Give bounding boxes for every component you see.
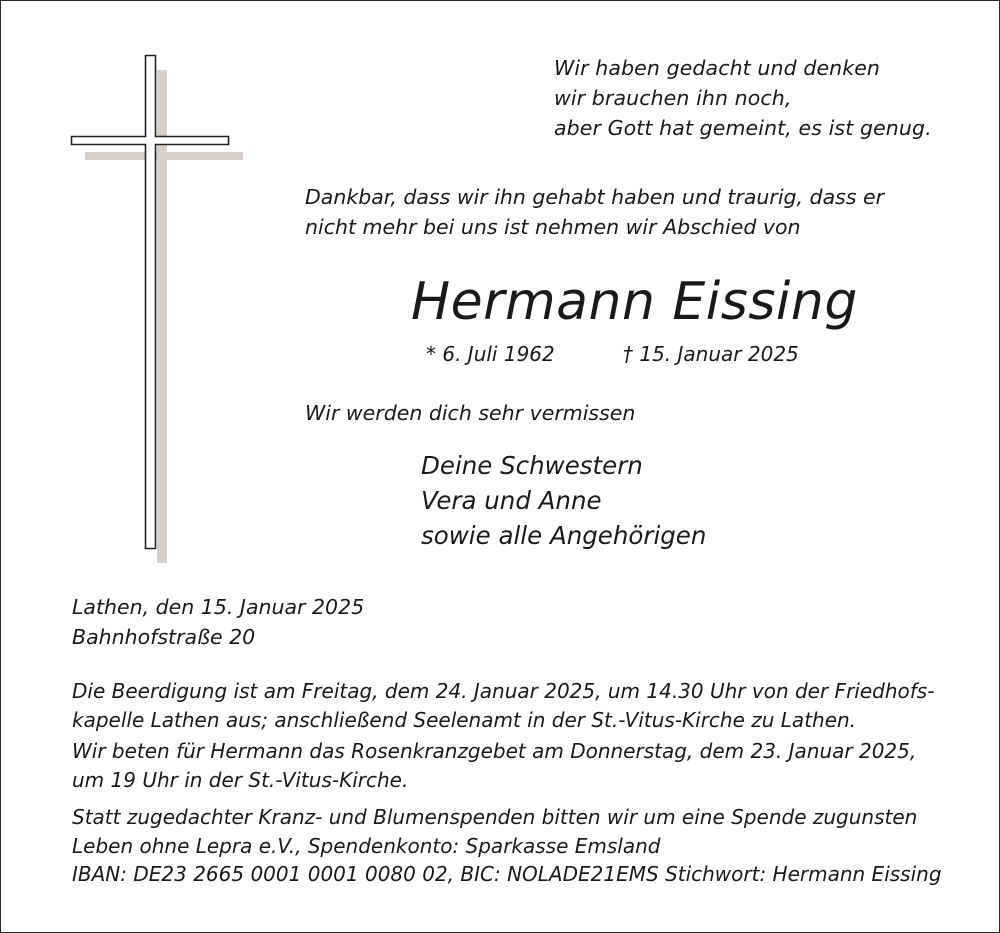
address: Bahnhofstraße 20 — [72, 625, 256, 649]
cross-shadow-horizontal — [85, 152, 243, 160]
deceased-name: Hermann Eissing — [411, 272, 858, 332]
intro-line: Dankbar, dass wir ihn gehabt haben und traurig, dass er — [305, 185, 885, 209]
notice-line: kapelle Lathen aus; anschließend Seelenamt in der St.-Vitus-Kirche zu Lathen. — [72, 707, 857, 732]
mourners-line: Deine Schwestern — [421, 451, 643, 480]
latin-cross-icon — [61, 46, 261, 571]
birth-date: * 6. Juli 1962 — [426, 342, 555, 366]
notice-line: um 19 Uhr in der St.-Vitus-Kirche. — [72, 767, 409, 792]
verse-line: Wir haben gedacht und denken — [554, 56, 881, 80]
death-date: † 15. Januar 2025 — [623, 342, 799, 366]
mourners-line: sowie alle Angehörigen — [421, 521, 707, 550]
intro-line: nicht mehr bei uns ist nehmen wir Abschied von — [305, 215, 801, 239]
rosary-notice — [72, 737, 916, 794]
notice-line: Leben ohne Lepra e.V., Spendenkonto: Sparkasse Emsland — [72, 833, 661, 858]
mourners — [421, 448, 706, 553]
notice-line: IBAN: DE23 2665 0001 0001 0080 02, BIC: NOLADE21EMS Stichwort: Hermann Eissing — [72, 862, 942, 886]
cross-outline — [72, 56, 229, 549]
mourners-line: Vera und Anne — [421, 486, 602, 515]
miss-text: Wir werden dich sehr vermissen — [305, 401, 636, 425]
place-date: Lathen, den 15. Januar 2025 — [72, 595, 365, 619]
notice-line: Die Beerdigung ist am Freitag, dem 24. Januar 2025, um 14.30 Uhr von der Friedhofs- — [72, 679, 935, 703]
intro-text — [305, 182, 884, 242]
verse-line: wir brauchen ihn noch, — [554, 86, 792, 110]
place-and-address — [72, 592, 364, 652]
notice-line: Wir beten für Hermann das Rosenkranzgebet am Donnerstag, dem 23. Januar 2025, — [72, 739, 917, 763]
verse — [554, 53, 932, 143]
notice-line: Statt zugedachter Kranz- und Blumenspenden bitten wir um eine Spende zugunsten — [72, 805, 918, 829]
funeral-notice — [72, 677, 934, 734]
donation-notice — [72, 803, 942, 889]
verse-line: aber Gott hat gemeint, es ist genug. — [554, 116, 932, 140]
